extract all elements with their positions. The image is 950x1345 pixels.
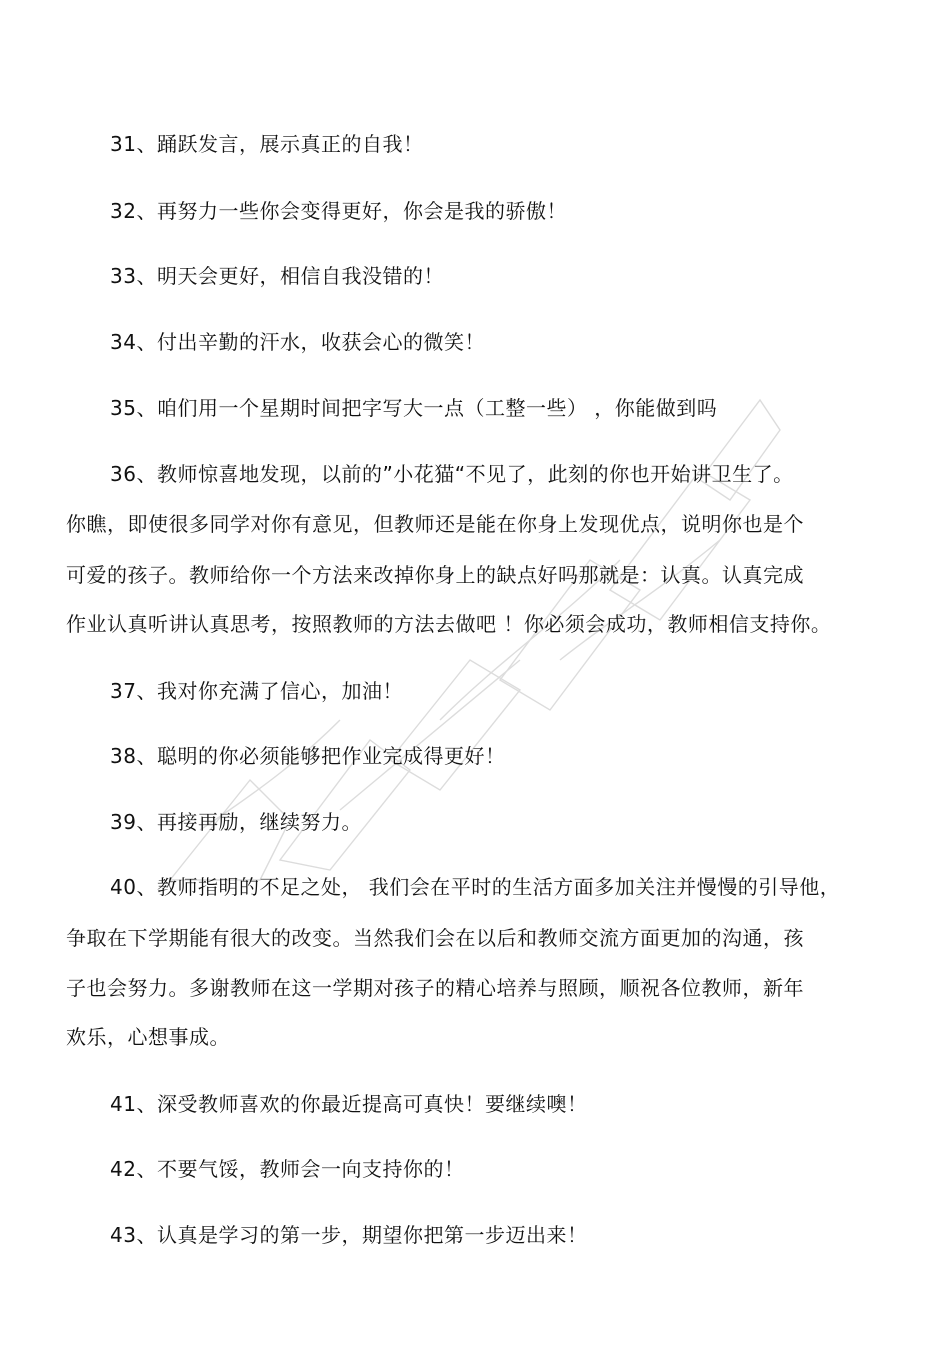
line-42: 42、不要气馁，教师会一向支持你的！ (110, 1157, 465, 1181)
line-39: 39、再接再励，继续努力。 (110, 810, 362, 834)
line-32: 32、再努力一些你会变得更好，你会是我的骄傲！ (110, 199, 567, 223)
line-38: 38、聪明的你必须能够把作业完成得更好！ (110, 744, 506, 768)
line-40-c: 子也会努力。多谢教师在这一学期对孩子的精心培养与照顾，顺祝各位教师，新年 (66, 976, 804, 1000)
line-35: 35、咱们用一个星期时间把字写大一点（工整一些） ，你能做到吗 (110, 396, 718, 420)
line-40-b: 争取在下学期能有很大的改变。当然我们会在以后和教师交流方面更加的沟通，孩 (66, 926, 804, 950)
line-34: 34、付出辛勤的汗水，收获会心的微笑！ (110, 330, 485, 354)
line-36-b: 你瞧，即使很多同学对你有意见，但教师还是能在你身上发现优点，说明你也是个 (66, 512, 804, 536)
line-40-a: 40、教师指明的不足之处， 我们会在平时的生活方面多加关注并慢慢的引导他， (110, 875, 841, 899)
line-31: 31、踊跃发言，展示真正的自我！ (110, 132, 424, 156)
line-36-c: 可爱的孩子。教师给你一个方法来改掉你身上的缺点好吗那就是：认真。认真完成 (66, 563, 804, 587)
line-36-a: 36、教师惊喜地发现，以前的”小花猫“不见了，此刻的你也开始讲卫生了。 (110, 462, 794, 486)
line-36-d: 作业认真听讲认真思考，按照教师的方法去做吧 ！你必须会成功，教师相信支持你。 (66, 612, 832, 636)
line-33: 33、明天会更好，相信自我没错的！ (110, 264, 444, 288)
line-40-d: 欢乐，心想事成。 (66, 1025, 230, 1049)
line-41: 41、深受教师喜欢的你最近提高可真快！要继续噢！ (110, 1092, 588, 1116)
watermark-graphic (140, 360, 800, 920)
line-37: 37、我对你充满了信心，加油！ (110, 679, 403, 703)
line-43: 43、认真是学习的第一步，期望你把第一步迈出来！ (110, 1223, 588, 1247)
